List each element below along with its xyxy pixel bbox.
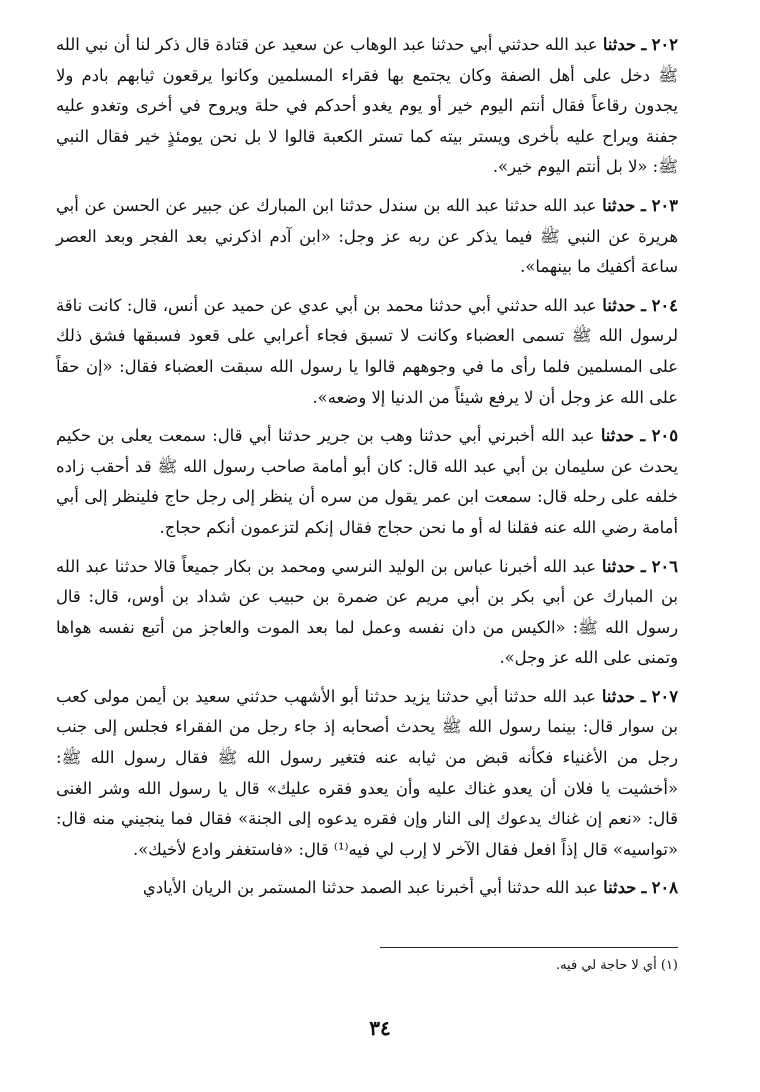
page-body (56, 30, 678, 912)
hadith-207 (56, 682, 678, 866)
hadith-keyword: حدثنا (603, 878, 637, 898)
hadith-206 (56, 552, 678, 674)
hadith-text: عبد الله أخبرنا عباس بن الوليد النرسي ومحمد بن بكار جميعاً قالا حدثنا عبد الله بن المبارك عن أبي بكر بن أبي مريم عن ضمرة بن حبيب عن شداد بن أوس، قال: قال رسول الله ﷺ: «الكيس من دان نفسه وعمل لما بعد الموت والعاجز من أتبع نفسه هواها وتمنى على الله عز وجل». (56, 556, 678, 668)
separator: ـ (640, 556, 646, 576)
hadith-keyword: حدثنا (602, 295, 636, 315)
footnote: (١) أي لا حاجة لي فيه. (555, 958, 678, 973)
hadith-keyword: حدثنا (600, 426, 635, 446)
page-number: ٣٤ (369, 1016, 391, 1040)
hadith-number: ٢٠٧ (651, 686, 679, 706)
hadith-text: عبد الله حدثني أبي حدثنا عبد الوهاب عن سعيد عن قتادة قال ذكر لنا أن نبي الله ﷺ دخل على أهل الصفة وكان يجتمع بها فقراء المسلمين وكانوا يرقعون ثيابهم بادم ولا يجدون رقاعاً فقال أنتم اليوم خير أو يوم يغدو أحدكم في حلة ويروح في أخرى وتغدو عليه جفنة ويراح عليه بأخرى ويستر بيته كما تستر الكعبة قالوا لا بل نحن يومئذٍ خير فقال النبي ﷺ: «لا بل أنتم اليوم خير». (56, 35, 678, 177)
hadith-number: ٢٠٤ (651, 295, 678, 315)
separator: ـ (640, 686, 646, 706)
hadith-keyword: حدثنا (602, 195, 636, 215)
separator: ـ (641, 195, 646, 215)
footnote-divider (380, 947, 678, 948)
hadith-number: ٢٠٣ (651, 195, 678, 215)
hadith-text: عبد الله حدثني أبي حدثنا محمد بن أبي عدي عن حميد عن أنس، قال: كانت ناقة لرسول الله ﷺ تسمى العضباء وكانت لا تسبق فجاء أعرابي على قعود فسبقها فشق ذلك على المسلمين فلما رأى ما في وجوههم قالوا يا رسول الله سبقت العضباء فقال: «إن حقاً على الله عز وجل أن لا يرفع شيئاً من الدنيا إلا وضعه». (56, 295, 678, 407)
hadith-number: ٢٠٥ (651, 426, 679, 446)
hadith-keyword: حدثنا (602, 35, 637, 54)
separator: ـ (640, 426, 646, 446)
hadith-text: عبد الله حدثنا عبد الله بن سندل حدثنا ابن المبارك عن جبير عن الحسن عن أبي هريرة عن النبي ﷺ فيما يذكر عن ربه عز وجل: «ابن آدم اذكرني بعد الفجر وبعد العصر ساعة أكفيك ما بينهما». (56, 195, 678, 277)
hadith-text: عبد الله حدثنا أبي أخبرنا عبد الصمد حدثنا المستمر بن الريان الأيادي (142, 878, 598, 898)
hadith-keyword: حدثنا (601, 686, 636, 706)
separator: ـ (641, 35, 647, 54)
hadith-203 (56, 191, 678, 283)
separator: ـ (641, 878, 647, 898)
hadith-text: عبد الله حدثنا أبي حدثنا يزيد حدثنا أبو الأشهب حدثني سعيد بن أيمن مولى كعب بن سوار قال: بينما رسول الله ﷺ يحدث أصحابه إذ جاء رجل من الفقراء فجلس إلى جنب رجل من الأغنياء فكأنه قبض من ثيابه عنه فتغير رسول الله ﷺ فقال رسول الله ﷺ: «أخشيت يا فلان أن يعدو غناك عليه وأن يعدو فقره عليك» قال يا رسول الله وشر الغنى قال: «نعم إن غناك يدعوك إلى النار وإن فقره يدعوه إلى الجنة» فقال فما ينجيني منه قال: «تواسيه» قال إذاً افعل فقال الآخر لا إرب لي فيه⁽¹⁾ قال: «فاستغفر وادع لأخيك». (56, 686, 678, 859)
hadith-204 (56, 291, 678, 413)
hadith-text: عبد الله أخبرني أبي حدثنا وهب بن جرير حدثنا أبي قال: سمعت يعلى بن حكيم يحدث عن سليمان بن أبي عبد الله قال: كان أبو أمامة صاحب رسول الله ﷺ قد أحقب زاده خلفه على رحله قال: سمعت ابن عمر يقول من سره أن ينظر إلى رجل حاج فلينظر إلى أبي أمامة رضي الله عنه فقلنا له أو ما نحن حجاج فقال إنكم لتزعمون أنكم حجاج. (56, 426, 678, 537)
hadith-keyword: حدثنا (601, 556, 636, 576)
hadith-number: ٢٠٨ (651, 878, 678, 898)
separator: ـ (641, 295, 646, 315)
hadith-number: ٢٠٢ (651, 35, 678, 54)
hadith-205 (56, 421, 678, 543)
hadith-208 (56, 873, 678, 904)
hadith-202 (56, 30, 678, 183)
hadith-number: ٢٠٦ (651, 556, 678, 576)
